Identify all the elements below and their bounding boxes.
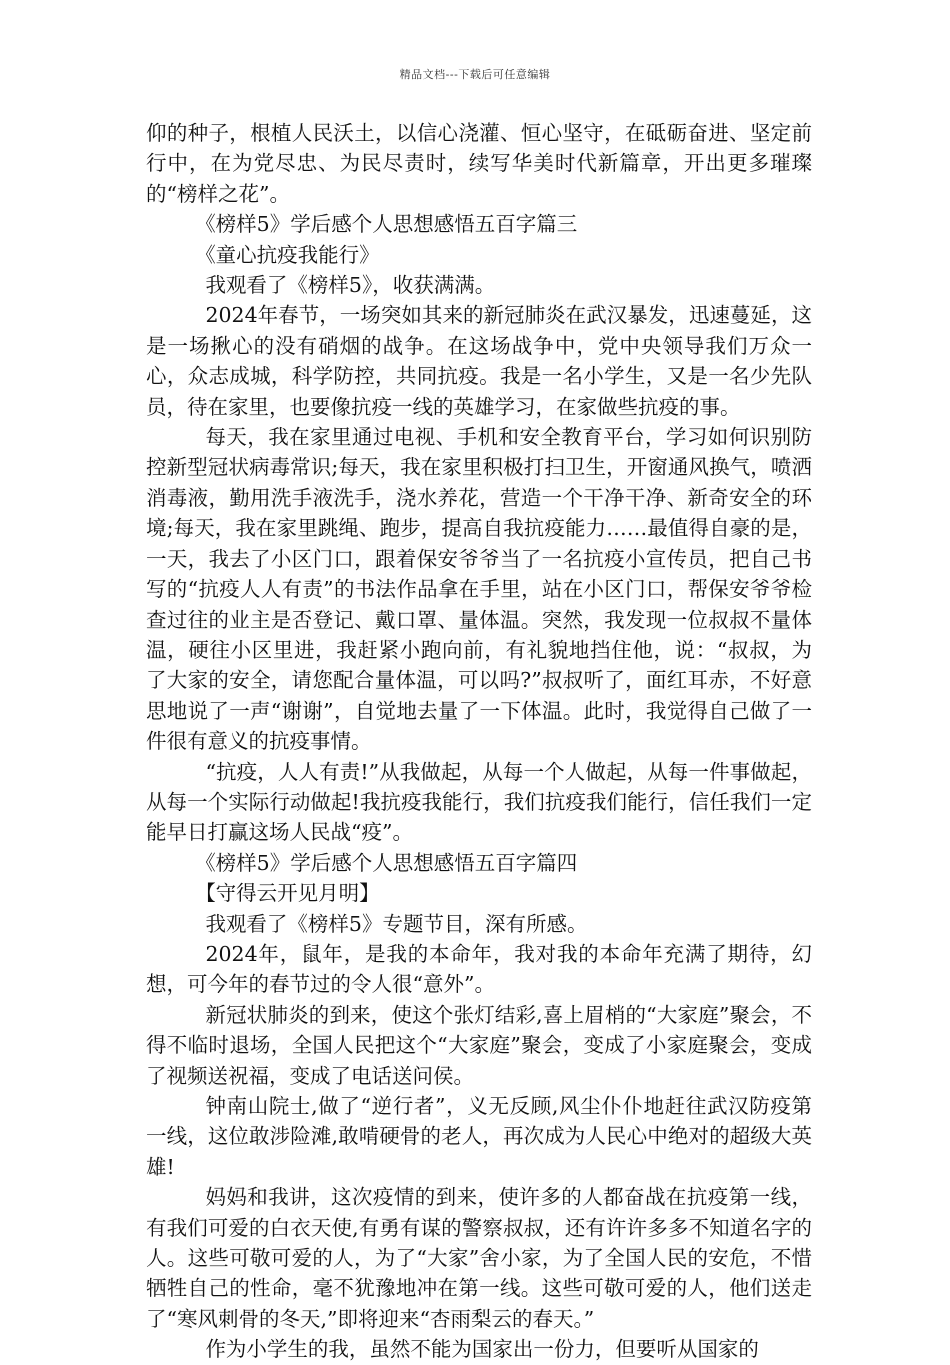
paragraph: 作为小学生的我，虽然不能为国家出一份力，但要听从国家的 xyxy=(205,1337,759,1362)
article-title: 【守得云开见月明】 xyxy=(195,881,380,906)
document-body xyxy=(146,118,812,1365)
page-header: 精品文档---下载后可任意编辑 xyxy=(399,68,551,81)
section-title: 《榜样5》学后感个人思想感悟五百字篇三 xyxy=(195,212,578,237)
paragraph: 2024年春节，一场突如其来的新冠肺炎在武汉暴发，迅速蔓延，这是一场揪心的没有硝烟的战争。在这场战争中，党中央领导我们万众一心，众志成城，科学防控，共同抗疫。我是一名小学生，又是一名少先队员，待在家里，也要像抗疫一线的英雄学习，在家做些抗疫的事。 xyxy=(146,303,812,419)
article-title: 《童心抗疫我能行》 xyxy=(195,242,380,267)
paragraph: 仰的种子，根植人民沃土，以信心浇灌、恒心坚守，在砥砺奋进、坚定前行中，在为党尽忠、为民尽责时，续写华美时代新篇章，开出更多璀璨的“榜样之花”。 xyxy=(146,121,812,206)
paragraph: 妈妈和我讲，这次疫情的到来，使许多的人都奋战在抗疫第一线，有我们可爱的白衣天使,有勇有谋的警察叔叔，还有许许多多不知道名字的人。这些可敬可爱的人，为了“大家”舍小家，为了全国人民的安危，不惜牺牲自己的性命，毫不犹豫地冲在第一线。这些可敬可爱的人，他们送走了“寒风刺骨的冬天,”即将迎来“杏雨梨云的春天。” xyxy=(146,1185,812,1331)
section-title: 《榜样5》学后感个人思想感悟五百字篇四 xyxy=(195,850,578,875)
paragraph: “抗疫，人人有责!”从我做起，从每一个人做起，从每一件事做起，从每一个实际行动做起!我抗疫我能行，我们抗疫我们能行，信任我们一定能早日打赢这场人民战“疫”。 xyxy=(146,759,812,845)
paragraph: 2024年，鼠年，是我的本命年，我对我的本命年充满了期待，幻想，可今年的春节过的令人很“意外”。 xyxy=(146,941,812,997)
paragraph: 新冠状肺炎的到来，使这个张灯结彩,喜上眉梢的“大家庭”聚会，不得不临时退场，全国人民把这个“大家庭”聚会，变成了小家庭聚会，变成了视频送祝福，变成了电话送问侯。 xyxy=(146,1002,812,1088)
paragraph: 钟南山院士,做了“逆行者”，义无反顾,风尘仆仆地赶往武汉防疫第一线，这位敢涉险滩,敢啃硬骨的老人，再次成为人民心中绝对的超级大英雄! xyxy=(146,1094,812,1179)
paragraph: 我观看了《榜样5》专题节目，深有所感。 xyxy=(205,911,588,936)
paragraph: 每天，我在家里通过电视、手机和安全教育平台，学习如何识别防控新型冠状病毒常识;每天，我在家里积极打扫卫生，开窗通风换气，喷洒消毒液，勤用洗手液洗手，浇水养花，营造一个干净干净、新奇安全的环境;每天，我在家里跳绳、跑步，提高自我抗疫能力……最值得自豪的是，一天，我去了小区门口，跟着保安爷爷当了一名抗疫小宣传员，把自己书写的“抗疫人人有责”的书法作品拿在手里，站在小区门口，帮保安爷爷检查过往的业主是否登记、戴口罩、量体温。突然，我发现一位叔叔不量体温，硬往小区里进，我赶紧小跑向前，有礼貌地挡住他，说：“叔叔，为了大家的安全，请您配合量体温，可以吗?”叔叔听了，面红耳赤，不好意思地说了一声“谢谢”，自觉地去量了一下体温。此时，我觉得自己做了一件很有意义的抗疫事情。 xyxy=(146,425,812,754)
paragraph: 我观看了《榜样5》，收获满满。 xyxy=(205,273,496,298)
